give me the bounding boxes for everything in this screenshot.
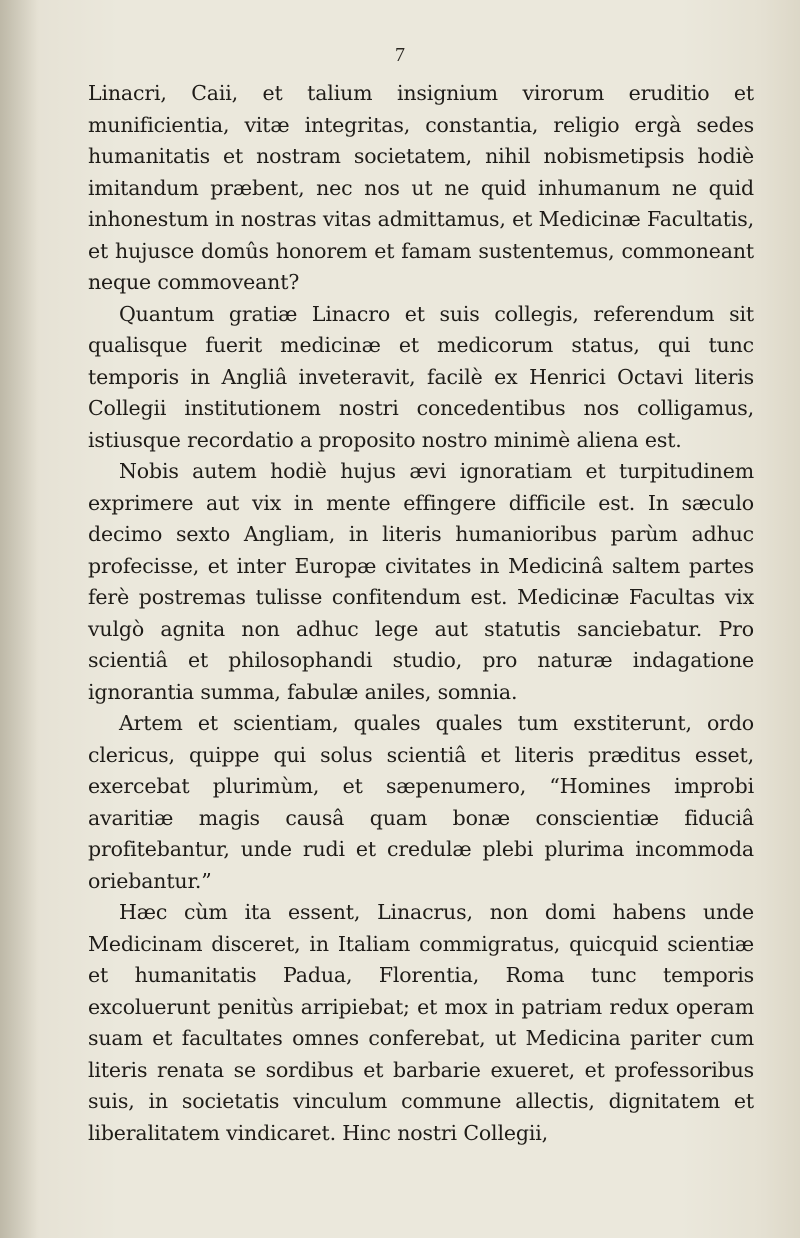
paragraph-4: Artem et scientiam, quales quales tum exstiterunt, ordo clericus, quippe qui solus scientiâ et literis præditus esset, exercebat plurimùm, et sæpenumero, “Homines improbi avaritiæ magis causâ quam bonæ conscientiæ fiduciâ profitebantur, unde rudi et credulæ plebi plurima incommoda oriebantur.”	[88, 711, 754, 893]
body-text	[88, 78, 754, 1149]
page-number: 7	[395, 44, 405, 66]
paragraph-2: Quantum gratiæ Linacro et suis collegis, referendum sit qualisque fuerit medicinæ et medicorum status, qui tunc temporis in Angliâ inveteravit, facilè ex Henrici Octavi literis Collegii institutionem nostri concedentibus nos colligamus, istiusque recordatio a proposito nostro minimè aliena est.	[88, 301, 754, 452]
paragraph-3: Nobis autem hodiè hujus ævi ignoratiam et turpitudinem exprimere aut vix in mente effingere difficile est. In sæculo decimo sexto Angliam, in literis humanioribus parùm adhuc profecisse, et inter Europæ civitates in Medicinâ saltem partes ferè postremas tulisse confitendum est. Medicinæ Facultas vix vulgò agnita non adhuc lege aut statutis sanciebatur. Pro scientiâ et philosophandi studio, pro naturæ indagatione ignorantia summa, fabulæ aniles, somnia.	[88, 459, 754, 704]
paragraph-1: Linacri, Caii, et talium insignium virorum eruditio et munificientia, vitæ integritas, constantia, religio ergà sedes humanitatis et nostram societatem, nihil nobismetipsis hodiè imitandum præbent, nec nos ut ne quid inhumanum ne quid inhonestum in nostras vitas admittamus, et Medicinæ Facultatis, et hujusce domûs honorem et famam sustentemus, commoneant neque commoveant?	[88, 81, 754, 294]
page-gutter-shadow	[0, 0, 38, 1238]
paragraph-5: Hæc cùm ita essent, Linacrus, non domi habens unde Medicinam disceret, in Italiam commigratus, quicquid scientiæ et humanitatis Padua, Florentia, Roma tunc temporis excoluerunt penitùs arripiebat; et mox in patriam redux operam suam et facultates omnes conferebat, ut Medicina pariter cum literis renata se sordibus et barbarie exueret, et professoribus suis, in societatis vinculum commune allectis, dignitatem et liberalitatem vindicaret. Hinc nostri Collegii,	[88, 900, 754, 1145]
